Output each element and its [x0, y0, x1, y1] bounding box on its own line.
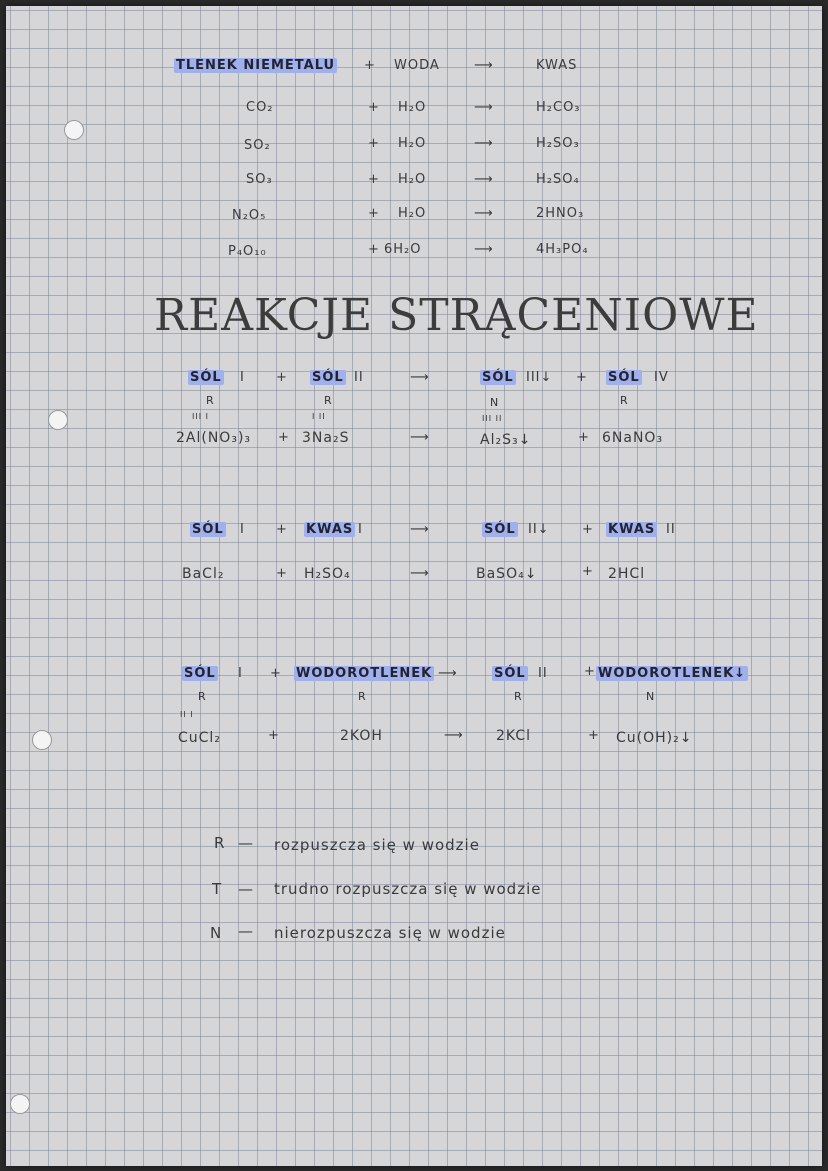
acid-cell: H₂SO₃ — [536, 136, 580, 151]
solubility-mark: R — [206, 394, 215, 407]
legend-dash: — — [238, 880, 254, 898]
acid-number: II — [666, 522, 676, 537]
plus-cell: + — [368, 100, 380, 115]
product-formula: Al₂S₃↓ — [480, 432, 532, 448]
hydroxide-label: WODOROTLENEK↓ — [598, 666, 747, 681]
arrow: ⟶ — [410, 522, 430, 537]
solubility-mark: R — [198, 690, 207, 703]
binder-hole-lower-middle — [32, 730, 52, 750]
legend-dash: — — [238, 922, 254, 940]
plus-sign: + — [270, 666, 282, 681]
water-cell: H₂O — [398, 206, 427, 221]
salt-number: I — [238, 666, 243, 681]
salt-number: II — [354, 370, 364, 385]
reactant-formula: H₂SO₄ — [304, 566, 351, 582]
binder-hole-top — [64, 120, 84, 140]
valence-mark: III II — [482, 414, 503, 423]
reactant-formula: BaCl₂ — [182, 566, 225, 582]
acid-cell: H₂SO₄ — [536, 172, 580, 187]
acid-cell: 2HNO₃ — [536, 206, 585, 221]
water-header: WODA — [394, 58, 440, 73]
arrow-cell: ⟶ — [474, 206, 494, 221]
product-formula: 2KCl — [496, 728, 531, 744]
valence-mark: II I — [180, 710, 194, 719]
arrow-cell: ⟶ — [474, 100, 494, 115]
binder-hole-bottom — [10, 1094, 30, 1114]
salt-label: SÓL — [312, 370, 344, 385]
plus-sign: + — [588, 728, 600, 743]
plus-sign: + — [268, 728, 280, 743]
valence-mark: I II — [312, 412, 326, 421]
product-formula: Cu(OH)₂↓ — [616, 730, 693, 746]
valence-mark: III I — [192, 412, 209, 421]
page-title: REAKCJE STRĄCENIOWE — [154, 290, 759, 341]
plus-cell: + — [368, 242, 380, 257]
salt-number: II — [538, 666, 548, 681]
notebook-page — [6, 6, 822, 1166]
oxide-header: TLENEK NIEMETALU — [176, 58, 336, 73]
solubility-mark: R — [358, 690, 367, 703]
plus-sign: + — [582, 522, 594, 537]
arrow: ⟶ — [444, 728, 464, 743]
acid-label: KWAS — [306, 522, 354, 537]
oxide-cell: N₂O₅ — [232, 208, 267, 223]
salt-label: SÓL — [190, 370, 222, 385]
legend-key: N — [210, 924, 223, 942]
arrow-cell: ⟶ — [474, 136, 494, 151]
oxide-cell: CO₂ — [246, 100, 274, 115]
salt-number: IV — [654, 370, 669, 385]
plus-sign: + — [576, 370, 588, 385]
legend-dash: — — [238, 834, 254, 852]
legend-text: nierozpuszcza się w wodzie — [274, 924, 506, 942]
salt-number: I — [240, 522, 245, 537]
plus-sign: + — [276, 566, 288, 581]
plus-sign: + — [584, 664, 596, 679]
plus-cell: + — [368, 206, 380, 221]
plus-sign: + — [582, 564, 594, 579]
salt-label: SÓL — [192, 522, 224, 537]
solubility-mark: N — [646, 690, 656, 703]
solubility-mark: R — [324, 394, 333, 407]
water-cell: H₂O — [398, 100, 427, 115]
solubility-mark: N — [490, 396, 500, 409]
salt-label: SÓL — [482, 370, 514, 385]
arrow: ⟶ — [410, 566, 430, 581]
arrow-cell: ⟶ — [474, 172, 494, 187]
water-cell: H₂O — [398, 136, 427, 151]
oxide-cell: SO₃ — [246, 172, 273, 187]
reactant-formula: 2Al(NO₃)₃ — [176, 430, 252, 446]
acid-label: KWAS — [608, 522, 656, 537]
plus-sign: + — [276, 370, 288, 385]
salt-number: II↓ — [528, 522, 550, 537]
oxide-cell: P₄O₁₀ — [228, 244, 267, 259]
plus-sign: + — [276, 522, 288, 537]
product-formula: 2HCl — [608, 566, 646, 582]
solubility-mark: R — [620, 394, 629, 407]
salt-label: SÓL — [484, 522, 516, 537]
salt-label: SÓL — [184, 666, 216, 681]
legend-text: trudno rozpuszcza się w wodzie — [274, 880, 542, 898]
salt-number: III↓ — [526, 370, 553, 385]
solubility-mark: R — [514, 690, 523, 703]
hydroxide-label: WODOROTLENEK — [296, 666, 433, 681]
plus-sign: + — [578, 430, 590, 445]
oxide-cell: SO₂ — [244, 138, 271, 153]
acid-header: KWAS — [536, 58, 578, 73]
acid-number: I — [358, 522, 363, 537]
arrow: ⟶ — [438, 666, 458, 681]
product-formula: 6NaNO₃ — [602, 430, 664, 446]
water-cell: 6H₂O — [384, 242, 422, 257]
water-cell: H₂O — [398, 172, 427, 187]
plus-header: + — [364, 58, 376, 73]
arrow-header: ⟶ — [474, 58, 494, 73]
acid-cell: 4H₃PO₄ — [536, 242, 589, 257]
acid-cell: H₂CO₃ — [536, 100, 581, 115]
arrow: ⟶ — [410, 430, 430, 445]
reactant-formula: 2KOH — [340, 728, 383, 744]
arrow-cell: ⟶ — [474, 242, 494, 257]
salt-number: I — [240, 370, 245, 385]
arrow: ⟶ — [410, 370, 430, 385]
legend-key: T — [212, 880, 223, 898]
legend-key: R — [214, 834, 226, 852]
reactant-formula: 3Na₂S — [302, 430, 350, 446]
salt-label: SÓL — [494, 666, 526, 681]
legend-text: rozpuszcza się w wodzie — [274, 836, 480, 854]
plus-cell: + — [368, 136, 380, 151]
salt-label: SÓL — [608, 370, 640, 385]
reactant-formula: CuCl₂ — [178, 730, 221, 746]
product-formula: BaSO₄↓ — [476, 566, 538, 582]
plus-cell: + — [368, 172, 380, 187]
binder-hole-upper-middle — [48, 410, 68, 430]
plus-sign: + — [278, 430, 290, 445]
